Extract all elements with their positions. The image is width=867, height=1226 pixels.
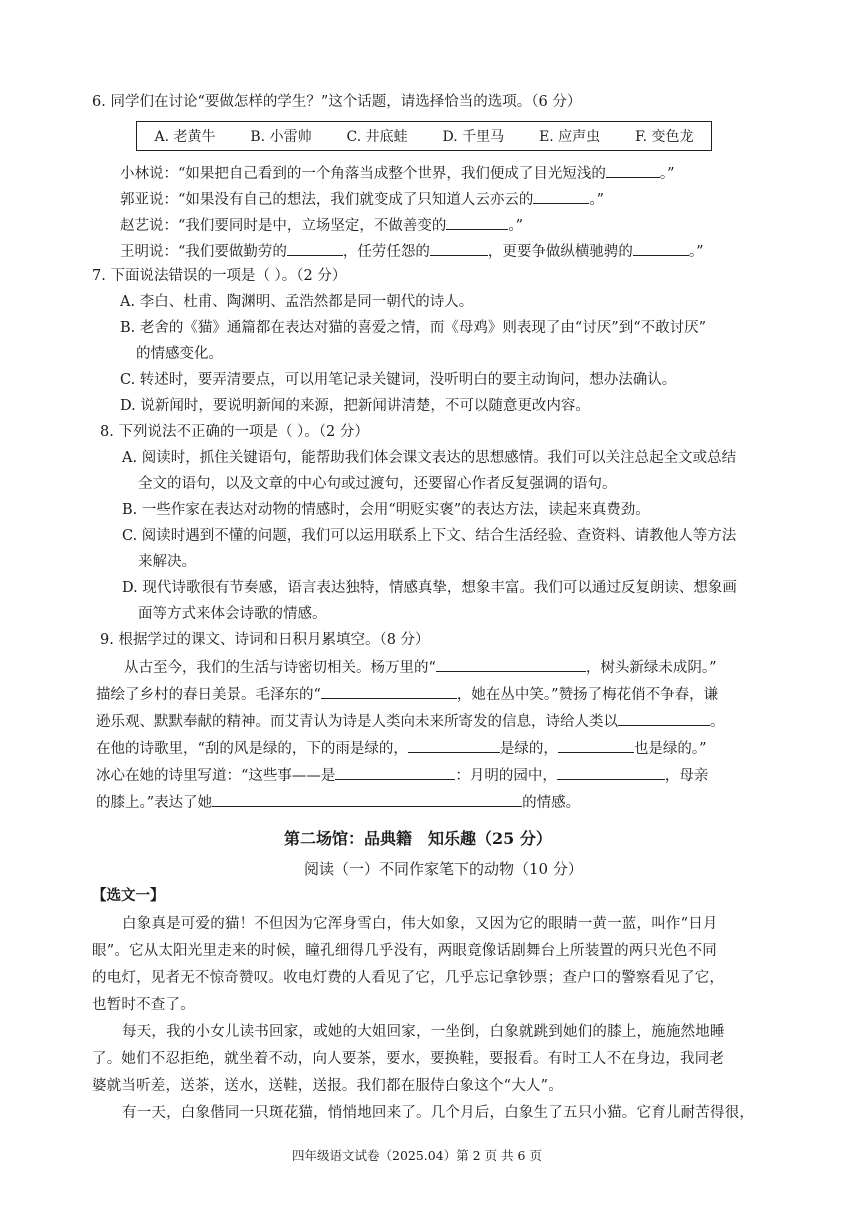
section-title: 第二场馆：品典籍 知乐趣（25 分） [284, 829, 552, 848]
answer-blank[interactable] [618, 711, 710, 726]
q9-line-3: 逊乐观、默默奉献的精神。而艾青认为诗是人类向未来所寄发的信息，诗给人类以 。 [96, 711, 725, 732]
q6-option-f: F. 变色龙 [635, 129, 694, 145]
q7-option-d: D. 说新闻时，要说明新闻的来源，把新闻讲清楚，不可以随意更改内容。 [120, 398, 590, 414]
passage-label: 【选文一】 [92, 887, 165, 904]
answer-blank[interactable] [430, 241, 488, 256]
q6-option-c: C. 井底蛙 [346, 129, 408, 145]
q7-option-c: C. 转述时，要弄清要点，可以用笔记录关键词，没听明白的要主动询问，想办法确认。 [120, 372, 677, 388]
q8-option-c-cont: 来解决。 [138, 554, 196, 570]
passage-line: 眼”。它从太阳光里走来的时候，瞳孔细得几乎没有，两眼竟像话剧舞台上所装置的两只光色不同 [92, 943, 718, 959]
answer-blank[interactable] [633, 241, 689, 256]
answer-blank[interactable] [558, 738, 634, 753]
q9-line-2: 描绘了乡村的春日美景。毛泽东的“ ，她在丛中笑。”赞扬了梅花俏不争春，谦 [96, 684, 718, 705]
q6-option-d: D. 千里马 [442, 129, 505, 145]
q7-option-b: B. 老舍的《猫》通篇都在表达对猫的喜爱之情，而《母鸡》则表现了由“讨厌”到“不敢讨厌” [120, 320, 707, 336]
q8-option-b: B. 一些作家在表达对动物的情感时，会用“明贬实褒”的表达方法，读起来真费劲。 [122, 502, 650, 518]
q6-option-a: A. 老黄牛 [154, 129, 216, 145]
q7-stem: 7. 下面说法错误的一项是（ ）。（2 分） [92, 268, 347, 284]
q7-option-a: A. 李白、杜甫、陶渊明、孟浩然都是同一朝代的诗人。 [120, 294, 474, 310]
passage-line: 也暂时不查了。 [92, 997, 195, 1013]
q9-line-4: 在他的诗歌里，“刮的风是绿的，下的雨是绿的， 是绿的， 也是绿的。” [96, 738, 707, 759]
reading-title: 阅读（一）不同作家笔下的动物（10 分） [304, 860, 583, 878]
q8-stem: 8. 下列说法不正确的一项是（ ）。（2 分） [100, 424, 369, 440]
q9-line-1: 从古至今，我们的生活与诗密切相关。杨万里的“ ，树头新绿未成阴。” [124, 657, 717, 678]
q6-statement-2: 郭亚说：“如果没有自己的想法，我们就变成了只知道人云亦云的 。” [120, 189, 604, 210]
q7-option-b-cont: 的情感变化。 [136, 346, 223, 362]
passage-line: 婆就当听差，送茶，送水，送鞋，送报。我们都在服侍白象这个“大人”。 [92, 1078, 563, 1094]
passage-line: 白象真是可爱的猫！不但因为它浑身雪白，伟大如象，又因为它的眼睛一黄一蓝，叫作“日月 [122, 916, 718, 932]
answer-blank[interactable] [446, 215, 508, 230]
page-footer: 四年级语文试卷（2025.04）第 2 页 共 6 页 [292, 1148, 542, 1163]
q8-option-a: A. 阅读时，抓住关键语句，能帮助我们体会课文表达的思想感情。我们可以关注总起全文或总结 [122, 450, 737, 466]
q9-line-6: 的膝上。”表达了她 的情感。 [96, 792, 580, 813]
passage-line: 了。她们不忍拒绝，就坐着不动，向人要茶，要水，要换鞋，要报看。有时工人不在身边，我同老 [92, 1051, 725, 1067]
passage-line: 有一天，白象偕同一只斑花猫，悄悄地回来了。几个月后，白象生了五只小猫。它育儿耐苦得很， [122, 1105, 755, 1121]
answer-blank[interactable] [533, 189, 589, 204]
answer-blank[interactable] [557, 765, 665, 780]
q9-stem: 9. 根据学过的课文、诗词和日积月累填空。（8 分） [100, 632, 430, 648]
q8-option-d: D. 现代诗歌很有节奏感，语言表达独特，情感真挚，想象丰富。我们可以通过反复朗读、想象画 [122, 580, 737, 596]
q6-option-e: E. 应声虫 [539, 129, 601, 145]
answer-blank[interactable] [436, 657, 586, 672]
answer-blank[interactable] [606, 163, 660, 178]
q8-option-a-cont: 全文的语句，以及文章的中心句或过渡句，还要留心作者反复强调的语句。 [138, 476, 617, 492]
q6-stem: 6. 同学们在讨论“要做怎样的学生？”这个话题，请选择恰当的选项。（6 分） [92, 94, 582, 110]
q6-statement-1: 小林说：“如果把自己看到的一个角落当成整个世界，我们便成了目光短浅的 。” [120, 163, 675, 184]
answer-blank[interactable] [287, 241, 343, 256]
answer-blank[interactable] [335, 765, 455, 780]
q9-line-5: 冰心在她的诗里写道：“这些事——是 ：月明的园中， ，母亲 [96, 765, 708, 786]
q6-option-b: B. 小雷帅 [250, 129, 312, 145]
q6-statement-4: 王明说：“我们要做勤劳的 ，任劳任怨的 ，更要争做纵横驰骋的 。” [120, 241, 704, 262]
q8-option-c: C. 阅读时遇到不懂的问题，我们可以运用联系上下文、结合生活经验、查资料、请教他人等方法 [122, 528, 737, 544]
passage-line: 每天，我的小女儿读书回家，或她的大姐回家，一坐倒，白象就跳到她们的膝上，施施然地睡 [122, 1024, 725, 1040]
q8-option-d-cont: 面等方式来体会诗歌的情感。 [138, 606, 327, 622]
answer-blank[interactable] [321, 684, 457, 699]
q6-statement-3: 赵艺说：“我们要同时是中，立场坚定，不做善变的 。” [120, 215, 523, 236]
passage-line: 的电灯，见者无不惊奇赞叹。收电灯费的人看见了它，几乎忘记拿钞票；查户口的警察看见了它， [92, 970, 725, 986]
q6-options-box [136, 121, 712, 151]
answer-blank[interactable] [408, 738, 500, 753]
answer-blank[interactable] [212, 792, 522, 807]
